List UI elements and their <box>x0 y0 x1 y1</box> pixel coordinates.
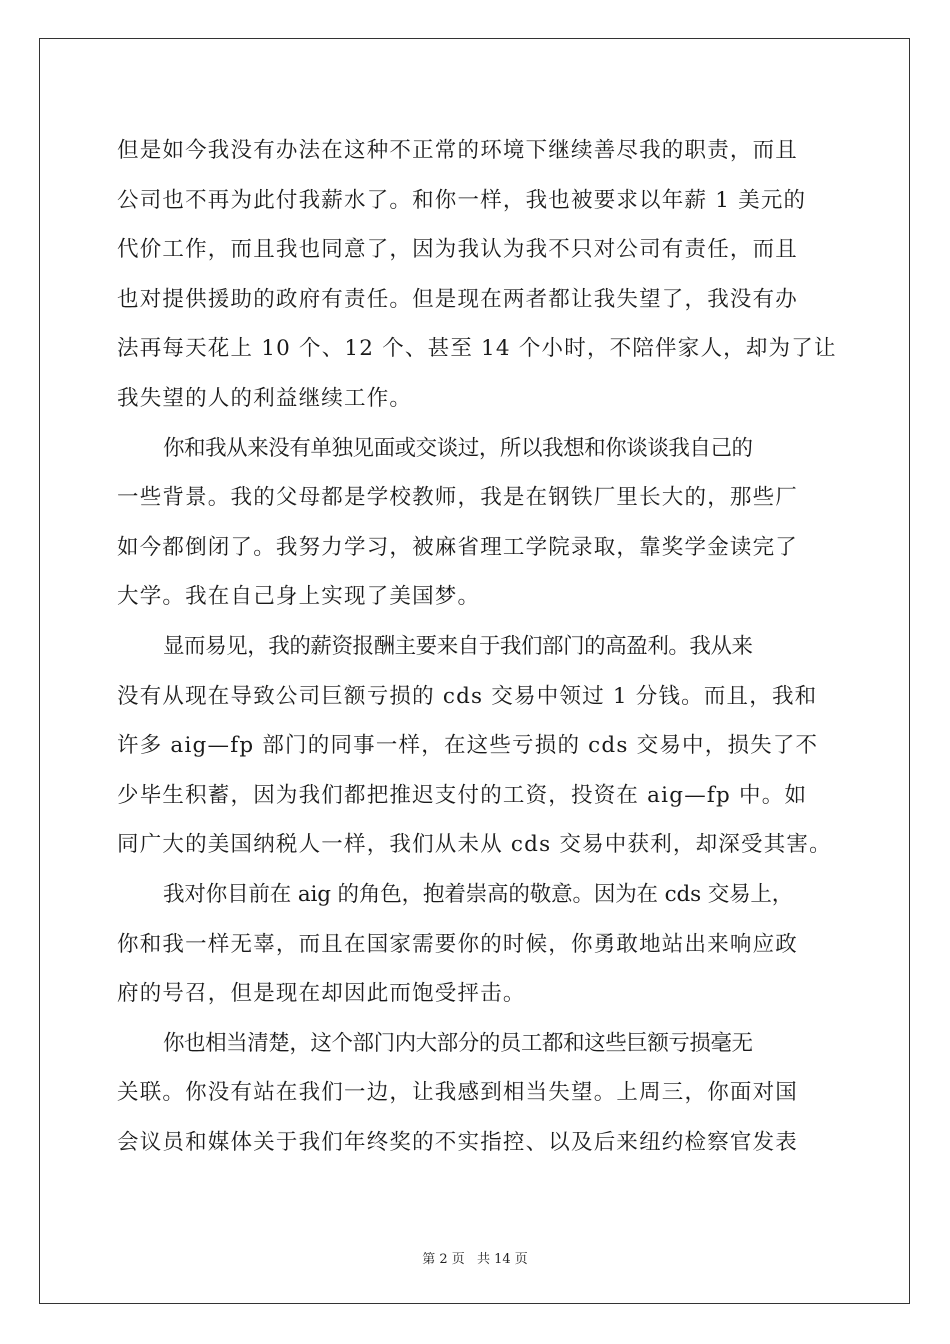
text-line: 会议员和媒体关于我们年终奖的不实指控、以及后来纽约检察官发表 <box>117 1129 799 1155</box>
text-line: 你和我一样无辜，而且在国家需要你的时候，你勇敢地站出来响应政 <box>117 931 799 957</box>
text-line: 同广大的美国纳税人一样，我们从未从 cds 交易中获利，却深受其害。 <box>117 832 832 858</box>
text-line: 府的号召，但是现在却因此而饱受抨击。 <box>117 981 526 1007</box>
text-line: 少毕生积蓄，因为我们都把推迟支付的工资，投资在 aig—fp 中。如 <box>117 782 808 808</box>
text-line: 也对提供援助的政府有责任。但是现在两者都让我失望了，我没有办 <box>117 286 799 312</box>
text-line: 但是如今我没有办法在这种不正常的环境下继续善尽我的职责，而且 <box>117 138 799 163</box>
paragraph-4 <box>117 870 839 1019</box>
paragraph-1 <box>117 126 839 424</box>
text-line: 一些背景。我的父母都是学校教师，我是在钢铁厂里长大的，那些厂 <box>117 485 799 511</box>
total-pages: 共 14 页 <box>476 1252 528 1267</box>
text-line: 大学。我在自己身上实现了美国梦。 <box>117 584 481 610</box>
page-footer <box>0 1248 950 1267</box>
text-line: 如今都倒闭了。我努力学习，被麻省理工学院录取，靠奖学金读完了 <box>117 534 799 560</box>
document-body <box>117 126 839 1167</box>
paragraph-2 <box>117 424 839 622</box>
page-number: 第 2 页 <box>422 1252 465 1267</box>
paragraph-5 <box>117 1019 839 1168</box>
text-line: 显而易见，我的薪资报酬主要来自于我们部门的高盈利。我从来 <box>163 633 753 659</box>
text-line: 关联。你没有站在我们一边，让我感到相当失望。上周三，你面对国 <box>117 1080 799 1106</box>
text-line: 你也相当清楚，这个部门内大部分的员工都和这些巨额亏损毫无 <box>163 1030 753 1056</box>
paragraph-3 <box>117 622 839 870</box>
text-line: 法再每天花上 10 个、12 个、甚至 14 个小时，不陪伴家人，却为了让 <box>117 336 837 362</box>
text-line: 没有从现在导致公司巨额亏损的 cds 交易中领过 1 分钱。而且，我和 <box>117 683 818 709</box>
text-line: 公司也不再为此付我薪水了。和你一样，我也被要求以年薪 1 美元的 <box>117 187 807 213</box>
text-line: 我对你目前在 aig 的角色，抱着崇高的敬意。因为在 cds 交易上， <box>163 881 794 907</box>
text-line: 你和我从来没有单独见面或交谈过，所以我想和你谈谈我自己的 <box>163 435 753 461</box>
text-line: 代价工作，而且我也同意了，因为我认为我不只对公司有责任，而且 <box>117 237 799 263</box>
text-line: 许多 aig—fp 部门的同事一样，在这些亏损的 cds 交易中，损失了不 <box>117 733 819 759</box>
text-line: 我失望的人的利益继续工作。 <box>117 385 413 411</box>
